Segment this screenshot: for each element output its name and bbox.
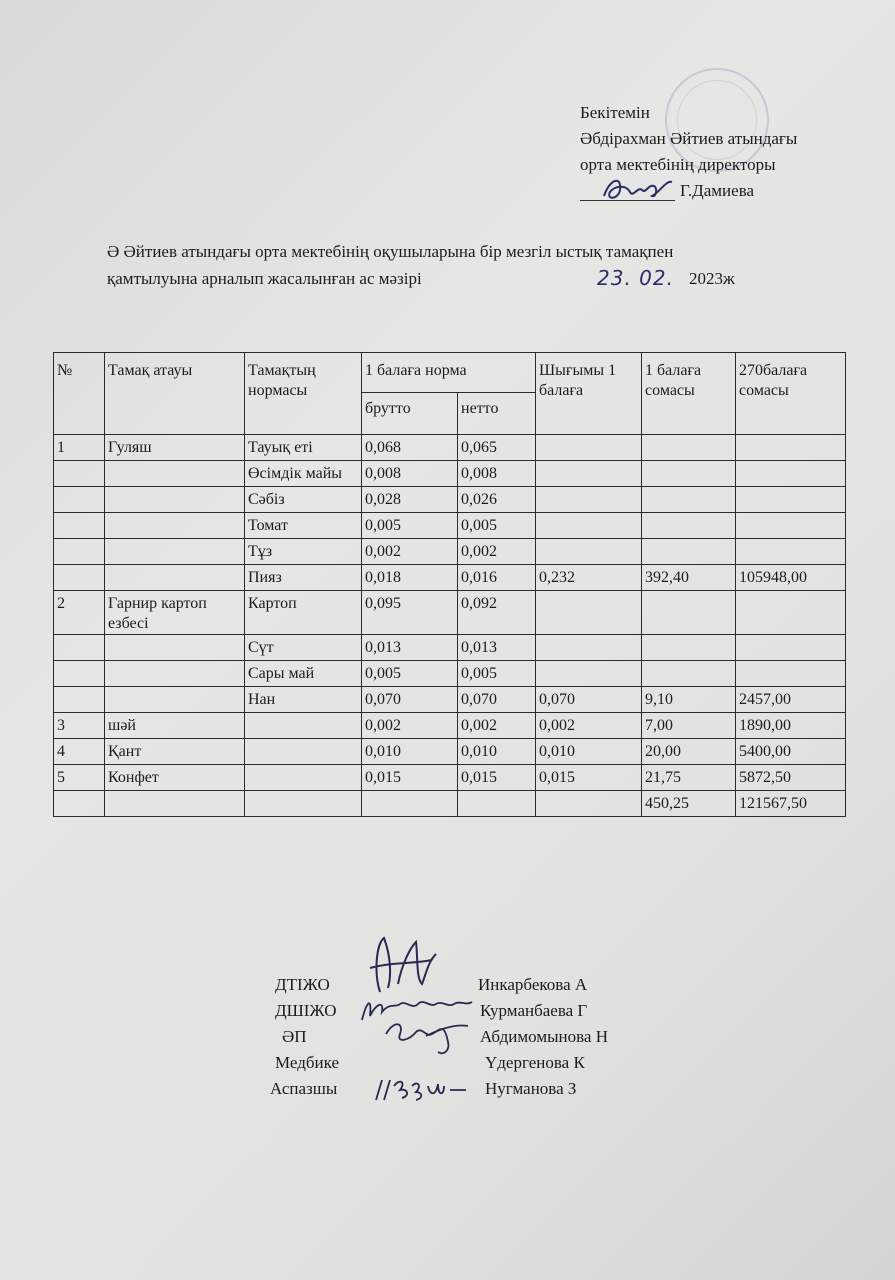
cell-gross: 0,068	[362, 435, 458, 461]
cell-output: 0,232	[536, 565, 642, 591]
signature-name: Нугманова З	[485, 1079, 577, 1098]
title-line-1: Ә Әйтиев атындағы орта мектебінің оқушыларына бір мезгіл ыстық тамақпен	[107, 242, 674, 261]
cell-dish: Конфет	[105, 765, 245, 791]
cell-ingredient: Тұз	[245, 539, 362, 565]
cell-net: 0,013	[458, 635, 536, 661]
cell-cost270	[736, 635, 846, 661]
total-cost270: 121567,50	[736, 791, 846, 817]
table-row	[54, 661, 846, 687]
cell-no: 5	[54, 765, 105, 791]
cell-net: 0,016	[458, 565, 536, 591]
cell-ingredient	[245, 765, 362, 791]
cell-dish	[105, 661, 245, 687]
signature-role: ДТІЖО	[275, 975, 330, 994]
header-gross: брутто	[362, 393, 458, 435]
cell-gross: 0,018	[362, 565, 458, 591]
table-row	[54, 635, 846, 661]
handwritten-signature	[352, 934, 442, 998]
table-row	[54, 513, 846, 539]
cell-no	[54, 487, 105, 513]
cell-ingredient: Өсімдік майы	[245, 461, 362, 487]
cell-no: 3	[54, 713, 105, 739]
document-title	[107, 238, 847, 292]
header-cost-per-child: 1 балаға сомасы	[642, 353, 736, 435]
cell-gross: 0,070	[362, 687, 458, 713]
cell-cost1	[642, 539, 736, 565]
approval-sign-row	[580, 178, 797, 204]
table-row	[54, 713, 846, 739]
cell-no: 2	[54, 591, 105, 635]
cell-cost1	[642, 661, 736, 687]
cell-net: 0,092	[458, 591, 536, 635]
cell-gross: 0,010	[362, 739, 458, 765]
cell-gross: 0,005	[362, 513, 458, 539]
cell-cost1	[642, 591, 736, 635]
cell-cost270: 5400,00	[736, 739, 846, 765]
cell-ingredient: Пияз	[245, 565, 362, 591]
signature-role: Аспазшы	[270, 1079, 338, 1098]
table-row	[54, 461, 846, 487]
menu-table	[53, 352, 846, 817]
cell-cost1	[642, 635, 736, 661]
cell-dish: Қант	[105, 739, 245, 765]
approval-school: Әбдірахман Әйтиев атындағы	[580, 129, 798, 148]
cell-dish: Гарнир картоп езбесі	[105, 591, 245, 635]
cell-dish	[105, 539, 245, 565]
signature-name: Абдимомынова Н	[480, 1027, 608, 1046]
cell-ingredient: Сүт	[245, 635, 362, 661]
signature-name: Үдергенова К	[485, 1053, 585, 1072]
cell-cost270: 105948,00	[736, 565, 846, 591]
cell-no	[54, 661, 105, 687]
total-cost1: 450,25	[642, 791, 736, 817]
header-no: №	[54, 353, 105, 435]
cell-ingredient: Сәбіз	[245, 487, 362, 513]
cell-dish	[105, 635, 245, 661]
cell-cost1: 7,00	[642, 713, 736, 739]
signature-role: ӘП	[282, 1027, 307, 1046]
table-row	[54, 739, 846, 765]
cell-output	[536, 591, 642, 635]
signature-name: Курманбаева Г	[480, 1001, 588, 1020]
table-header-row	[54, 353, 846, 393]
cell-net: 0,002	[458, 713, 536, 739]
director-name: Г.Дамиева	[680, 181, 755, 200]
cell-dish: Гуляш	[105, 435, 245, 461]
cell-gross: 0,005	[362, 661, 458, 687]
header-output: Шығымы 1 балаға	[536, 353, 642, 435]
cell-dish	[105, 565, 245, 591]
cell-no: 4	[54, 739, 105, 765]
cell-output: 0,070	[536, 687, 642, 713]
cell-dish	[105, 513, 245, 539]
cell-cost270	[736, 461, 846, 487]
approval-position: орта мектебінің директоры	[580, 155, 776, 174]
title-line-2-row	[107, 265, 847, 292]
cell-gross: 0,008	[362, 461, 458, 487]
handwritten-signature	[382, 1012, 472, 1058]
cell-cost270: 2457,00	[736, 687, 846, 713]
cell-output	[536, 513, 642, 539]
cell-cost270	[736, 661, 846, 687]
cell-ingredient	[245, 713, 362, 739]
cell-output: 0,002	[536, 713, 642, 739]
header-per-child-norm: 1 балаға норма	[362, 353, 536, 393]
cell-output	[536, 539, 642, 565]
cell-cost1	[642, 461, 736, 487]
cell-net: 0,005	[458, 513, 536, 539]
signature-role: ДШІЖО	[275, 1001, 337, 1020]
cell-cost270: 1890,00	[736, 713, 846, 739]
cell-ingredient: Нан	[245, 687, 362, 713]
cell-dish	[105, 687, 245, 713]
header-net: нетто	[458, 393, 536, 435]
cell-gross: 0,095	[362, 591, 458, 635]
cell-output: 0,010	[536, 739, 642, 765]
cell-cost1	[642, 435, 736, 461]
cell-dish	[105, 487, 245, 513]
approval-block	[580, 100, 797, 204]
cell-cost270: 5872,50	[736, 765, 846, 791]
cell-ingredient: Сары май	[245, 661, 362, 687]
cell-no	[54, 513, 105, 539]
cell-output	[536, 487, 642, 513]
director-signature	[600, 172, 680, 206]
cell-no	[54, 687, 105, 713]
cell-net: 0,065	[458, 435, 536, 461]
cell-net: 0,070	[458, 687, 536, 713]
cell-output	[536, 661, 642, 687]
table-row	[54, 435, 846, 461]
cell-net: 0,002	[458, 539, 536, 565]
cell-cost1: 9,10	[642, 687, 736, 713]
cell-cost270	[736, 539, 846, 565]
handwritten-signature	[370, 1072, 470, 1104]
cell-no	[54, 539, 105, 565]
cell-cost270	[736, 513, 846, 539]
cell-no: 1	[54, 435, 105, 461]
cell-net: 0,005	[458, 661, 536, 687]
cell-output	[536, 435, 642, 461]
cell-dish	[105, 461, 245, 487]
table-row	[54, 765, 846, 791]
header-cost-total: 270балаға сомасы	[736, 353, 846, 435]
cell-dish: шәй	[105, 713, 245, 739]
cell-net: 0,008	[458, 461, 536, 487]
cell-gross: 0,002	[362, 539, 458, 565]
handwritten-date: 23. 02.	[597, 266, 674, 290]
cell-ingredient: Томат	[245, 513, 362, 539]
cell-ingredient	[245, 739, 362, 765]
cell-gross: 0,028	[362, 487, 458, 513]
cell-net: 0,015	[458, 765, 536, 791]
table-row	[54, 591, 846, 635]
cell-cost1: 21,75	[642, 765, 736, 791]
cell-ingredient: Картоп	[245, 591, 362, 635]
signature-role: Медбике	[275, 1053, 339, 1072]
totals-row	[54, 791, 846, 817]
cell-cost270	[736, 487, 846, 513]
title-line-2: қамтылуына арналып жасалынған ас мәзірі	[107, 269, 422, 288]
table-row	[54, 687, 846, 713]
header-norm: Тамақтың нормасы	[245, 353, 362, 435]
table-row	[54, 539, 846, 565]
cell-net: 0,026	[458, 487, 536, 513]
cell-no	[54, 635, 105, 661]
cell-output: 0,015	[536, 765, 642, 791]
cell-ingredient: Тауық еті	[245, 435, 362, 461]
cell-cost270	[736, 591, 846, 635]
cell-net: 0,010	[458, 739, 536, 765]
cell-no	[54, 565, 105, 591]
cell-output	[536, 635, 642, 661]
cell-cost270	[736, 435, 846, 461]
cell-gross: 0,013	[362, 635, 458, 661]
approval-heading: Бекітемін	[580, 103, 650, 122]
cell-gross: 0,002	[362, 713, 458, 739]
signature-name: Инкарбекова А	[478, 975, 588, 994]
cell-cost1: 20,00	[642, 739, 736, 765]
cell-no	[54, 461, 105, 487]
header-dish: Тамақ атауы	[105, 353, 245, 435]
cell-cost1	[642, 513, 736, 539]
cell-output	[536, 461, 642, 487]
cell-cost1	[642, 487, 736, 513]
cell-cost1: 392,40	[642, 565, 736, 591]
table-row	[54, 487, 846, 513]
table-row	[54, 565, 846, 591]
date-year: 2023ж	[689, 269, 735, 288]
cell-gross: 0,015	[362, 765, 458, 791]
